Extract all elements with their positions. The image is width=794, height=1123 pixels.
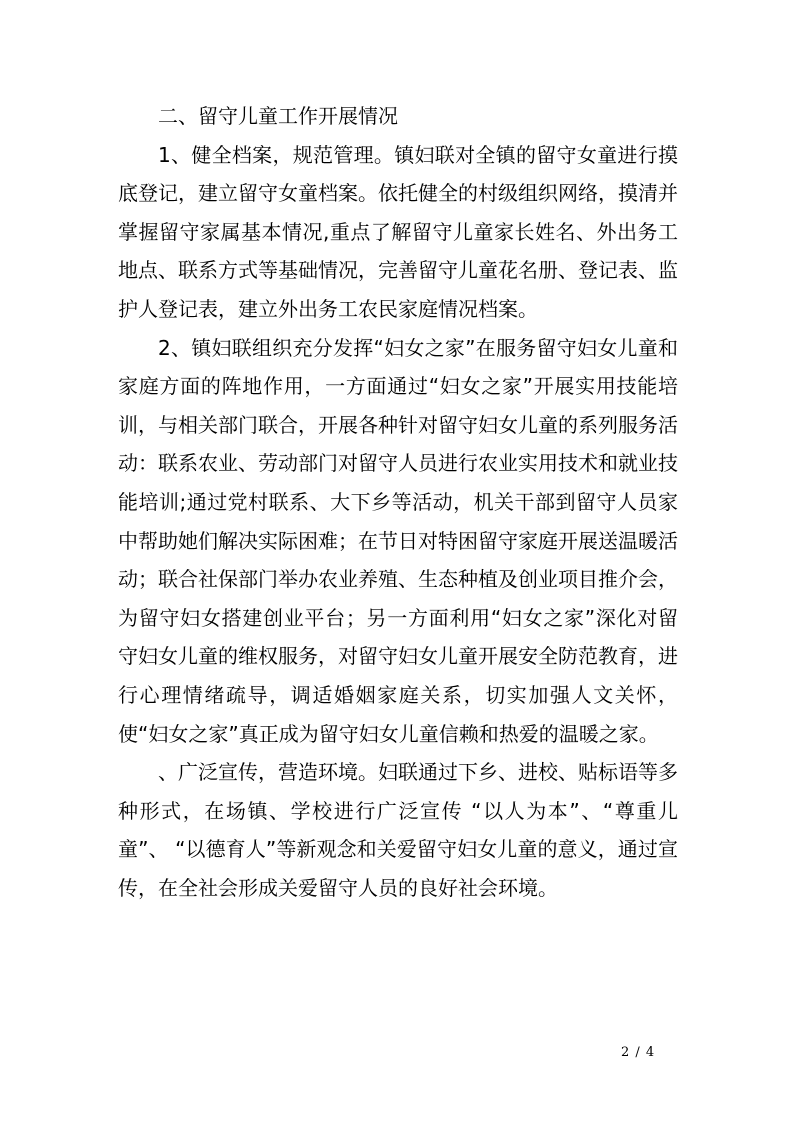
paragraph-womens-home: 2、镇妇联组织充分发挥“妇女之家”在服务留守妇女儿童和家庭方面的阵地作用，一方面通过“妇女之家”开展实用技能培训，与相关部门联合，开展各种针对留守妇女儿童的系列服务活动：联系农业、劳动部门对留守人员进行农业实用技术和就业技能培训;通过党村联系、大下乡等活动，机关干部到留守人员家中帮助她们解决实际困难；在节日对特困留守家庭开展送温暖活动；联合社保部门举办农业养殖、生态种植及创业项目推介会，为留守妇女搭建创业平台；另一方面利用“妇女之家”深化对留守妇女儿童的维权服务，对留守妇女儿童开展安全防范教育，进行心理情绪疏导，调适婚姻家庭关系，切实加强人文关怀，使“妇女之家”真正成为留守妇女儿童信赖和热爱的温暖之家。 bbox=[118, 335, 678, 746]
page-number: 2 / 4 bbox=[621, 1045, 656, 1060]
document-body bbox=[118, 97, 678, 907]
paragraph-publicity: 、广泛宣传，营造环境。妇联通过下乡、进校、贴标语等多种形式，在场镇、学校进行广泛宣传 “以人为本”、“尊重儿童”、 “以德育人”等新观念和关爱留守妇女儿童的意义，通过宣传，在全社会形成关爱留守人员的良好社会环境。 bbox=[118, 760, 678, 900]
section-heading: 二、留守儿童工作开展情况 bbox=[158, 104, 398, 128]
paragraph-archives: 1、健全档案，规范管理。镇妇联对全镇的留守女童进行摸底登记，建立留守女童档案。依托健全的村级组织网络，摸清并掌握留守家属基本情况,重点了解留守儿童家长姓名、外出务工地点、联系方式等基础情况，完善留守儿童花名册、登记表、监护人登记表，建立外出务工农民家庭情况档案。 bbox=[118, 142, 678, 321]
